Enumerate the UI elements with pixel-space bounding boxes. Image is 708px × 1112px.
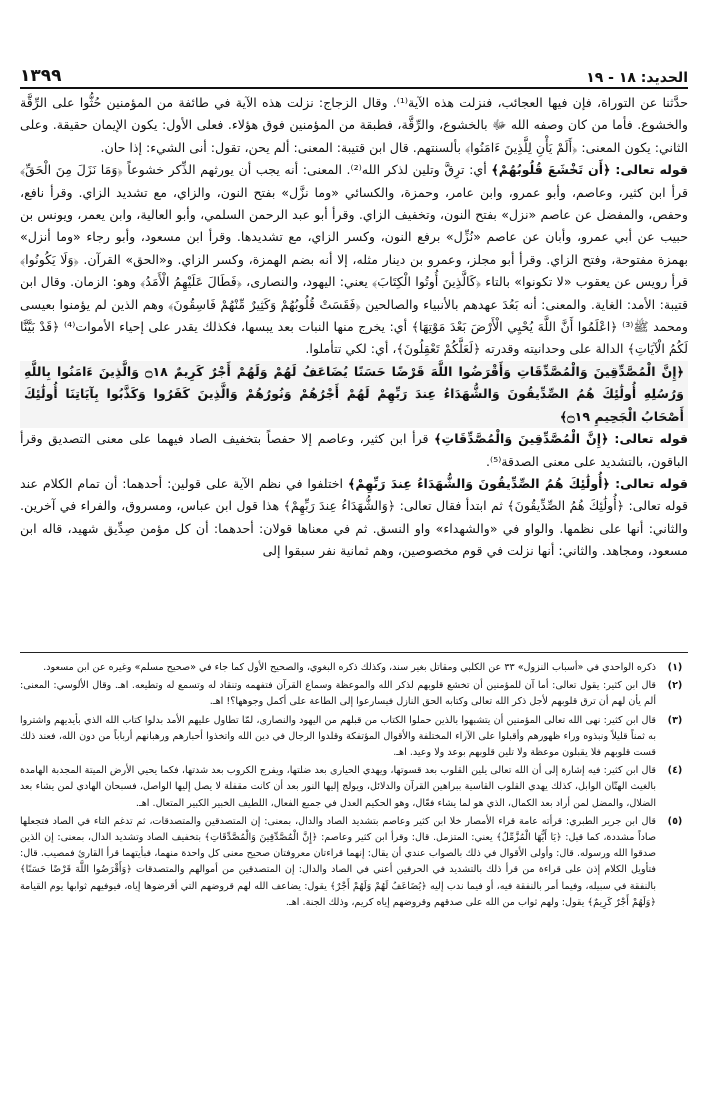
footnote	[20, 763, 688, 812]
footnote-number: (١)	[667, 662, 683, 673]
footnote-divider	[20, 652, 688, 653]
footnote-text: قال ابن كثير: فيه إشارة إلى أن الله تعالى يلين القلوب بعد قسوتها، ويهدي الحيارى بعد ضلتها، ويفرج الكروب بعد شدتها، فكما يحيي الأرض الميتة المجدبة الهامدة بالغيث الهتّان الوابل، كذلك يهدي القلوب القاسية ببراهين القرآن والدلائل، ويولج إليها النور بعد أن كانت مقفلة لا يصل إليها الواصل، فسبحان الهادي لمن يشاء بعد الضلال، والمضل لمن أراد بعد الكمال، الذي هو لما يشاء فعّال، وهو الحكيم العدل في جميع الفعال، اللطيف الخبير الكبير المتعال. اهـ.	[20, 765, 656, 809]
footnote-text: قال ابن كثير: يقول تعالى: أما آن للمؤمنين أن تخشع قلوبهم لذكر الله والموعظة وسماع القرآن فتفهمه وتنقاد له وتسمع له وتطيعه. اهـ. وقال الألوسي: المعنى: ألم يأن لهم أن ترق قلوبهم لأجل ذكر الله تعالى وكتابه الحق النازل فيسارعوا إلى الطاعة على أكمل وجوهها؟! اهـ.	[20, 680, 656, 708]
quran-verse: ﴿إِنَّ الْمُصَّدِّقِينَ وَالْمُصَّدِّقَاتِ وَأَقْرَضُوا اللَّهَ قَرْضًا حَسَنًا يُضَاعَفُ لَهُمْ وَلَهُمْ أَجْرٌ كَرِيمٌ ۝١٨ وَالَّذِينَ ءَامَنُوا بِاللَّهِ وَرُسُلِهِ أُولَٰئِكَ هُمُ الصِّدِّيقُونَ وَالشُّهَدَاءُ عِندَ رَبِّهِمْ لَهُمْ أَجْرُهُمْ وَنُورُهُمْ وَالَّذِينَ كَفَرُوا وَكَذَّبُوا بِآيَاتِنَا أُولَٰئِكَ أَصْحَابُ الْجَحِيمِ ۝١٩﴾	[20, 361, 688, 428]
paragraph-3-text: قرأ ابن كثير، وعاصم إلا حفصاً بتخفيف الصاد فيهما على معنى التصديق وقرأ الباقون، بالتشديد على معنى الصدقة⁽⁵⁾.	[20, 431, 688, 469]
footnote-number: (٤)	[667, 765, 683, 777]
commentary-heading: قوله تعالى: ﴿إِنَّ الْمُصَّدِّقِينَ وَالْمُصَّدِّقَاتِ﴾	[434, 431, 688, 447]
footnote-text: قال ابن كثير: نهى الله تعالى المؤمنين أن يتشبهوا بالذين حملوا الكتاب من قبلهم من اليهود والنصارى، لمّا تطاول عليهم الأمد بدلوا كتاب الله الذي بأيديهم واشتروا به ثمناً قليلاً ونبذوه وراء ظهورهم وأقبلوا على الآراء المختلفة والأقوال المؤتفكة وقلدوا الرجال في دين الله واتخذوا أحبارهم ورهبانهم أرباباً من دون الله، فعند ذلك قست قلوبهم فلا يقبلون موعظة ولا تلين قلوبهم بوعد ولا وعيد. اهـ.	[20, 714, 656, 759]
paragraph-2	[20, 159, 688, 361]
footnote-number: (٣)	[667, 714, 683, 726]
footnote-number: (٢)	[667, 680, 683, 692]
footnote-number: (٥)	[667, 815, 683, 827]
paragraph-4-text: اختلفوا في نظم الآية على قولين: أحدهما: أن تمام الكلام عند قوله تعالى: ﴿أُولَٰئِكَ هُمُ الصِّدِّيقُونَ﴾ ثم ابتدأ فقال تعالى: ﴿وَالشُّهَدَاءُ عِندَ رَبِّهِمْ﴾ هذا قول ابن عباس، ومسروق، والفراء في آخرين. والثاني: أنها على نظمها. والواو في «والشهداء» واو النسق. ثم في معناها قولان: أحدهما: أن كل مؤمن صِدِّيق شهيد، قاله ابن مسعود، ومجاهد. والثاني: أنها نزلت في قوم مخصوصين، وهم ثمانية نفر سبقوا إلى	[20, 475, 688, 559]
page-number: ١٣٩٩	[20, 66, 62, 86]
page-header	[20, 64, 688, 86]
commentary-heading: قوله تعالى: ﴿أُولَٰئِكَ هُمُ الصِّدِّيقُونَ وَالشُّهَدَاءُ عِندَ رَبِّهِمْ﴾	[347, 475, 688, 491]
commentary-heading: قوله تعالى: ﴿أَن تَخْشَعَ قُلُوبُهُمْ﴾	[491, 162, 688, 178]
footnote	[20, 713, 688, 762]
footnote	[20, 814, 688, 911]
footnote	[20, 678, 688, 710]
footnote-text: ذكره الواحدي في «أسباب النزول» ٣٣ عن الكلبي ومقاتل بغير سند، وكذلك ذكره البغوي، والصحيح الأول كما جاء في «صحيح مسلم» وغيره عن ابن مسعود.	[43, 662, 656, 673]
main-text	[20, 92, 688, 620]
paragraph-2-text: أي: ترِقَّ وتلين لذكر الله⁽²⁾. المعنى: أنه يجب أن يورثهم الذِّكر خشوعاً ﴿وَمَا نَزَلَ مِنَ الْحَقِّ﴾ قرأ ابن كثير، وعاصم، وأبو عمرو، وابن عامر، وحمزة، والكسائي «وما نزَّل» بفتح النون، والزاي، مع تشديد الزاي. وقرأ نافع، وحفص، والمفضل عن عاصم «نزل» بفتح النون، وتخفيف الزاي. وقرأ أبو عبد الرحمن السلمي، وأبو العالية، وابن يعمر، ويونس بن حبيب عن أبي عمرو، وأبان عن عاصم «نُزِّل» برفع النون، وكسر الزاي، مع تشديدها. وقرأ ابن مسعود، وأبو رجاء «وما أنزل» بهمزة مفتوحة، وفتح الزاي. وقرأ أبو مجلز، وعمرو بن دينار مثله، إلا أنه بضم الهمزة، وكسر الزاي. و«الحق» القرآن. ﴿وَلَا يَكُونُوا﴾ قرأ رويس عن يعقوب «لا تكونوا» بالتاء ﴿كَالَّذِينَ أُوتُوا الْكِتَابَ﴾ يعني: اليهود، والنصارى، ﴿فَطَالَ عَلَيْهِمُ الْأَمَدُ﴾ وهو: الزمان. وقال ابن قتيبة: الأمد: الغاية. والمعنى: أنه بَعُدَ عهدهم بالأنبياء والصالحين ﴿فَقَسَتْ قُلُوبُهُمْ وَكَثِيرٌ مِّنْهُمْ فَاسِقُونَ﴾ وهم الذين لم يؤمنوا بعيسى ومحمد ﷺ⁽³⁾ ﴿اعْلَمُوا أَنَّ اللَّهَ يُحْيِي الْأَرْضَ بَعْدَ مَوْتِهَا﴾ أي: يخرج منها النبات بعد يبسها، فكذلك يقدر على إحياء الأموات⁽⁴⁾ ﴿قَدْ بَيَّنَّا لَكُمُ الْآيَاتِ﴾ الدالة على وحدانيته وقدرته ﴿لَعَلَّكُمْ تَعْقِلُونَ﴾، أي: لكي تتأملوا.	[20, 162, 688, 357]
footnote-text: قال ابن جرير الطبري: قرأته عامة قراء الأمصار خلا ابن كثير وعاصم بتشديد الصاد والدال، بمعنى: إن المتصدقين والمتصدقات، ثم تدغم التاء في الصاد فتجعلها صاداً مشددة، كما قيل: ﴿يَا أَيُّهَا الْمُزَّمِّلُ﴾ يعني: المتزمل. قال: وقرأ ابن كثير وعاصم: ﴿إِنَّ الْمُصَّدِّقِينَ وَالْمُصَّدِّقَاتِ﴾ بتخفيف الصاد وتشديد الدال، بمعنى: إن الذين صدقوا الله ورسوله. قال: وأولى الأقوال في ذلك بالصواب عندي أن يقال: إنهما قراءتان معروفتان صحيح معنى كل واحدة منهما، فبأيتهما قرأ القارئ فمصيب. قال: فتأويل الكلام إذن على قراءة من قرأ ذلك بالتشديد في الحرفين أعني في الصاد والدال: إن المتصدقين من أموالهم والمتصدقات ﴿وَأَقْرَضُوا اللَّهَ قَرْضًا حَسَنًا﴾ بالنفقة في سبيله، وفيما أمر بالنفقة فيه، أو فيما ندب إليه ﴿يُضَاعَفُ لَهُمْ وَلَهُمْ أَجْرٌ﴾ يقول: يضاعف الله لهم قروضهم التي أقرضوها إياه، فيوفيهم ثوابها يوم القيامة ﴿وَلَهُمْ أَجْرٌ كَرِيمٌ﴾ يقول: ولهم ثواب من الله على صدقهم وقروضهم إياه كريم، وذلك الجنة. اهـ.	[20, 815, 656, 908]
paragraph-1: حدَّثنا عن التوراة، فإن فيها العجائب، فنزلت هذه الآية⁽¹⁾. وقال الزجاج: نزلت هذه الآية في طائفة من المؤمنين حُثُّوا على الرِّقَّة والخشوع. فأما من كان وصفه الله ﷻ بالخشوع، والرِّقَّة، فطبقة من المؤمنين فوق هؤلاء. فعلى الأول: يكون الإيمان حقيقة. وعلى الثاني: يكون المعنى: ﴿أَلَمْ يَأْنِ لِلَّذِينَ ءَامَنُوا﴾ بألسنتهم. قال ابن قتيبة: المعنى: ألم يحن، تقول: أنى الشيء: إذا حان.	[20, 95, 688, 155]
footnote	[20, 660, 688, 676]
running-header: الحديد: ١٨ - ١٩	[586, 70, 688, 86]
header-rule	[20, 87, 688, 89]
paragraph-3	[20, 428, 688, 473]
paragraph-4	[20, 473, 688, 563]
footnotes	[20, 660, 688, 1080]
